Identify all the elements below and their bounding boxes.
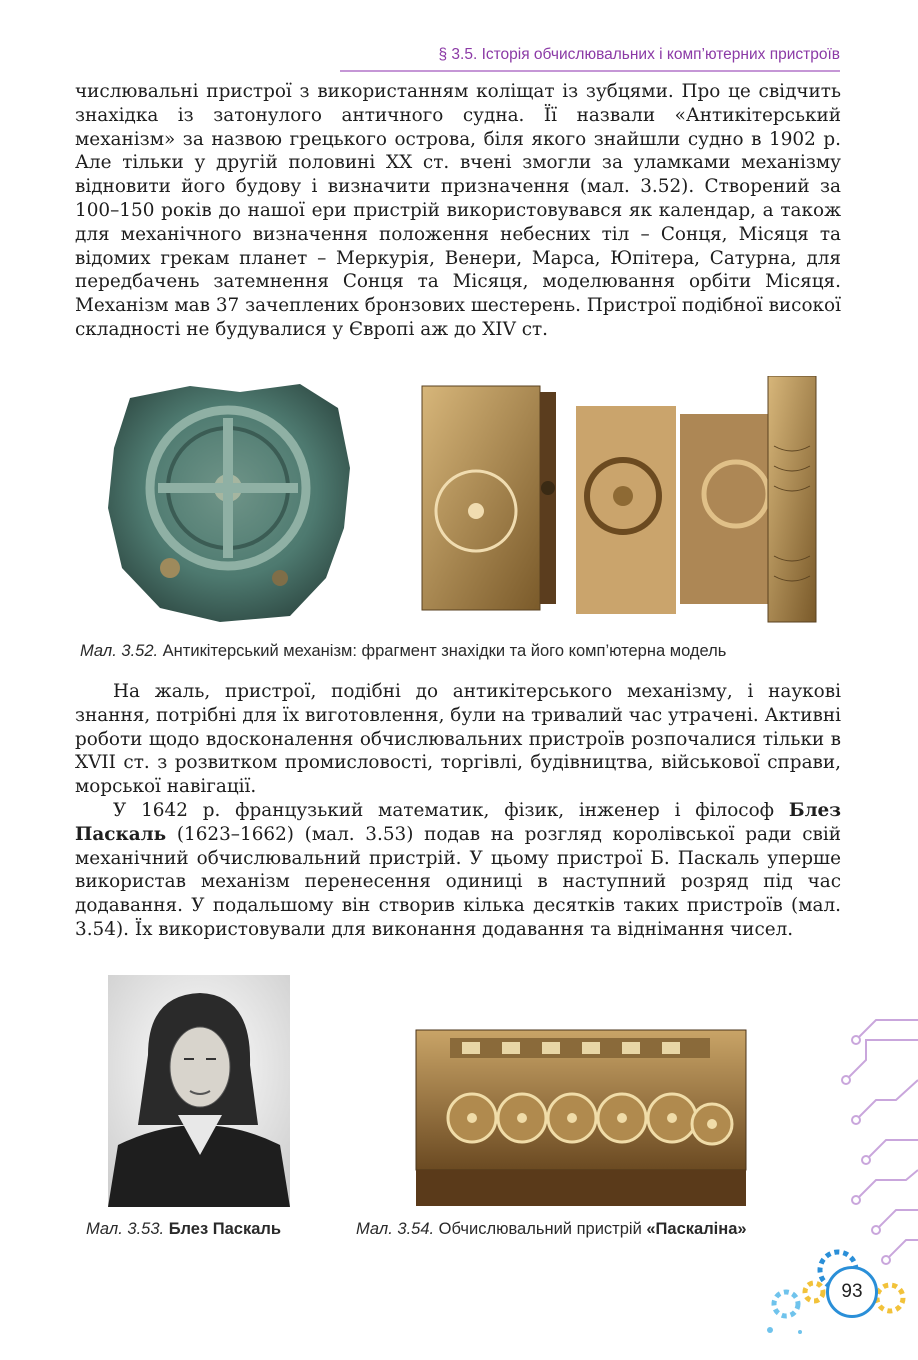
figure-3-54-caption xyxy=(356,1220,747,1239)
paragraph-1 xyxy=(75,80,841,342)
figure-3-53-caption xyxy=(86,1220,281,1239)
figure-3-54-title: «Паскаліна» xyxy=(646,1220,747,1238)
paragraph-1-text: числювальні пристрої з використанням коліщат із зубцями. Про це свідчить знахідка із затонулого античного судна. Її назвали «Антикітерський механізм» за назвою грецького острова, біля якого знайшли судно в 1902 р. Але тільки у другій половині XX ст. вчені змогли за уламками механізму відновити його будову і визначити призначення (мал. 3.52). Створений за 100–150 років до нашої ери пристрій використовувався як календар, а також для механічного визначення положення небесних тіл – Сонця, Місяця та відомих грекам планет – Меркурія, Венери, Марса, Юпітера, Сатурна, для передбачень затемнення Сонця та Місяця, моделювання орбіти Місяця. Механізм мав 37 зачеплених бронзових шестерень. Пристрої подібної високої складності не будувалися у Європі аж до XIV ст. xyxy=(75,81,841,340)
pascaline-image xyxy=(410,1020,752,1210)
figure-3-53-label: Мал. 3.53. xyxy=(86,1220,165,1238)
figure-3-54-label: Мал. 3.54. xyxy=(356,1220,435,1238)
paragraph-2-block xyxy=(75,680,841,942)
header-divider xyxy=(340,70,840,72)
paragraph-3-rest: (1623–1662) (мал. 3.53) подав на розгляд королівської ради свій механічний обчислювальний пристрій. У цьому пристрої Б. Паскаль уперше використав механізм перенесення одиниці в наступний розряд під час додавання. У подальшому він створив кілька десятків таких пристроїв (мал. 3.54). Їх використовували для виконання додавання та віднімання чисел. xyxy=(75,823,841,940)
paragraph-2: На жаль, пристрої, подібні до антикітерського механізму, і наукові знання, потрібні для їх виготовлення, були на тривалий час утрачені. Активні роботи щодо вдосконалення обчислювальних пристроїв розпочалися тільки в XVII ст. з розвитком промисловості, торгівлі, будівництва, військової справи, морської навігації. xyxy=(75,681,841,798)
figure-3-52-caption xyxy=(80,642,726,661)
figure-3-53-title: Блез Паскаль xyxy=(168,1220,282,1238)
antikythera-fragment-image xyxy=(100,378,356,626)
section-header: § 3.5. Історія обчислювальних і комп’ютерних пристроїв xyxy=(438,46,840,63)
figure-3-52-label: Мал. 3.52. xyxy=(80,642,159,660)
paragraph-3 xyxy=(75,799,841,942)
paragraph-3-name: Блез Паскаль xyxy=(75,799,841,845)
antikythera-model-image xyxy=(418,376,818,628)
page-number: 93 xyxy=(826,1266,878,1318)
circuit-decoration-icon xyxy=(836,1000,918,1280)
pascal-portrait-image xyxy=(108,975,290,1207)
paragraph-3-prefix: У 1642 р. французький математик, фізик, інженер і філософ xyxy=(113,799,789,821)
figure-3-54-text: Обчислювальний пристрій xyxy=(434,1220,647,1238)
figure-3-52-text: Антикітерський механізм: фрагмент знахідки та його комп’ютерна модель xyxy=(158,642,727,660)
